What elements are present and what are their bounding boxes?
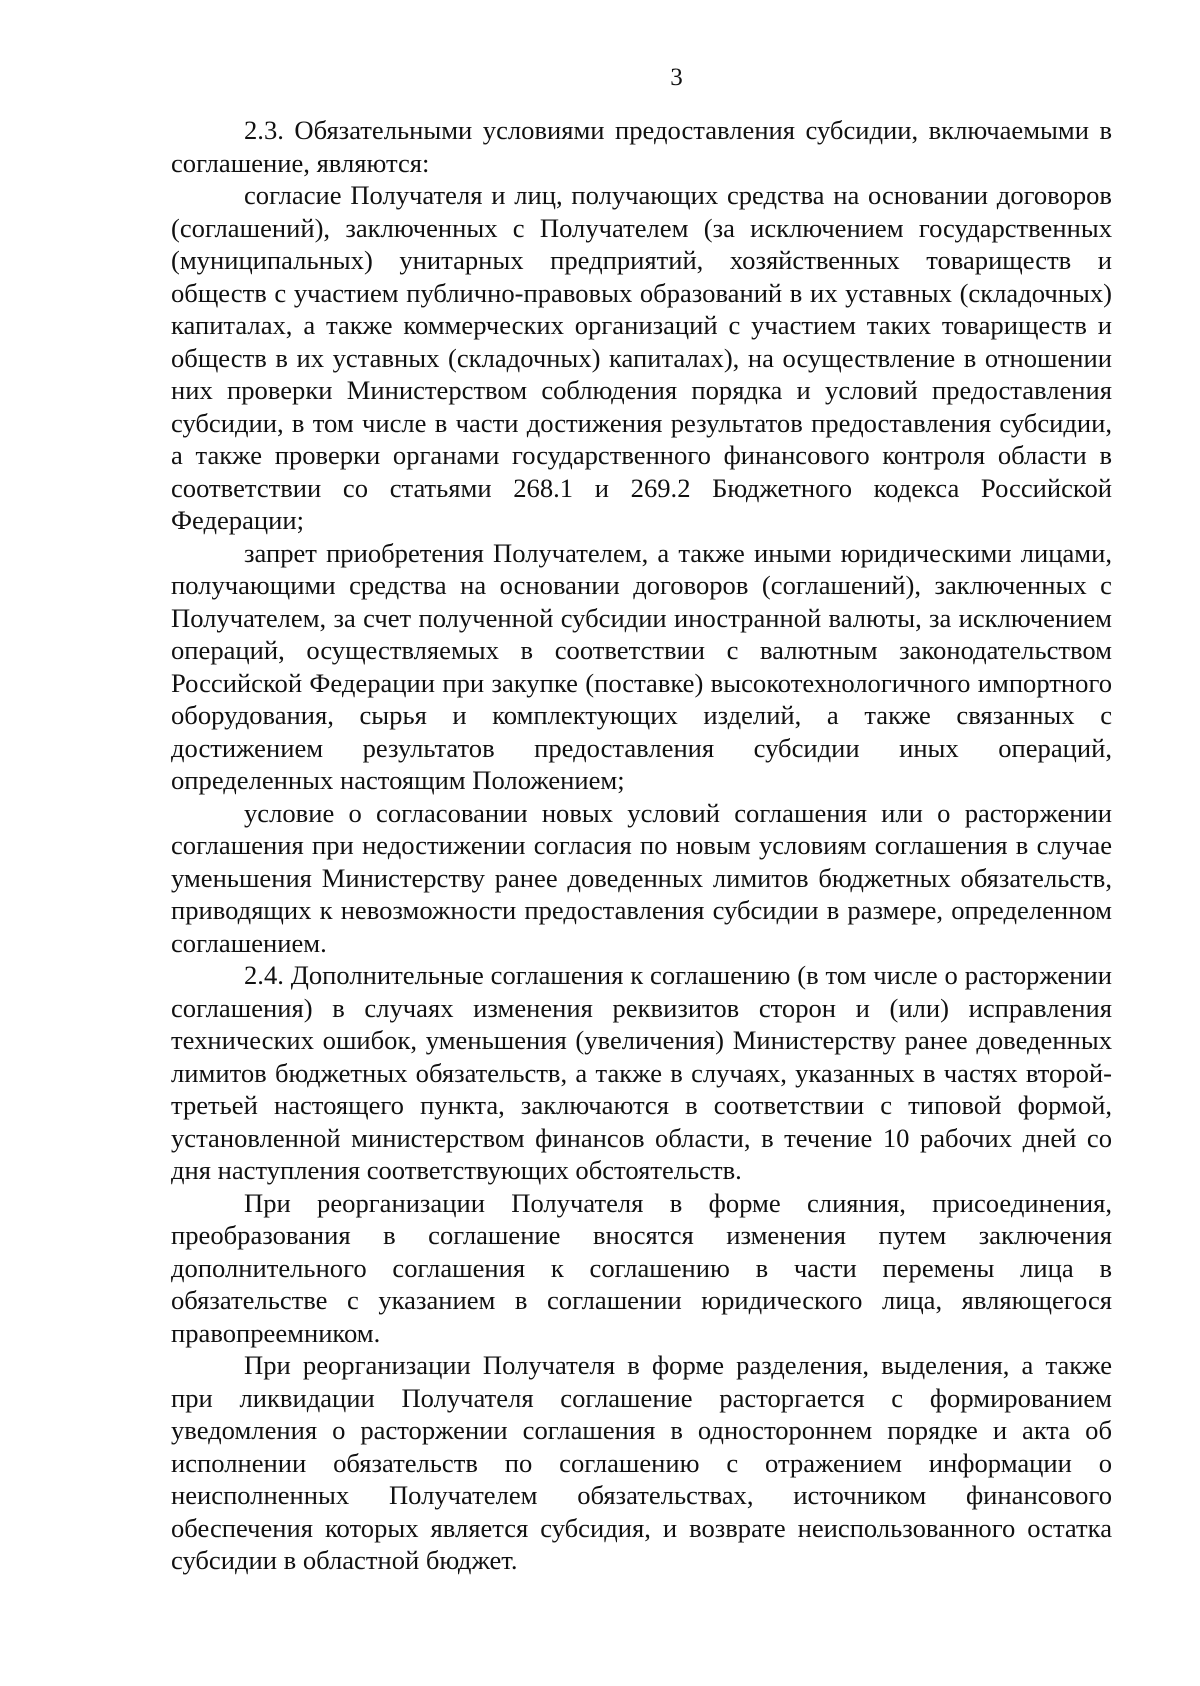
condition-foreign-currency-ban: запрет приобретения Получателем, а также иными юридическими лицами, получающими средства на основании договоров (соглашений), заключенных с Получателем, за счет полученной субсидии иностранной валюты, за исключением операций, осуществляемых в соответствии с валютным законодательством Российской Федерации при закупке (поставке) высокотехнологичного импортного оборудования, сырья и комплектующих изделий, а также связанных с достижением результатов предоставления субсидии иных операций, определенных настоящим Положением; [171, 537, 1112, 795]
page-number: 3 [670, 64, 683, 91]
document-body [171, 114, 1112, 1577]
clause-2-3-intro: 2.3. Обязательными условиями предоставления субсидии, включаемыми в соглашение, являются: [171, 115, 1112, 178]
condition-limit-reduction: условие о согласовании новых условий соглашения или о расторжении соглашения при недостижении согласия по новым условиям соглашения в случае уменьшения Министерству ранее доведенных лимитов бюджетных обязательств, приводящих к невозможности предоставления субсидии в размере, определенном соглашением. [171, 797, 1112, 958]
clause-2-4-additional-agreements: 2.4. Дополнительные соглашения к соглашению (в том числе о расторжении соглашения) в случаях изменения реквизитов сторон и (или) исправления технических ошибок, уменьшения (увеличения) Министерству ранее доведенных лимитов бюджетных обязательств, а также в случаях, указанных в частях второй-третьей настоящего пункта, заключаются в соответствии с типовой формой, установленной министерством финансов области, в течение 10 рабочих дней со дня наступления соответствующих обстоятельств. [171, 960, 1112, 1185]
reorganization-merger-paragraph: При реорганизации Получателя в форме слияния, присоединения, преобразования в соглашение вносятся изменения путем заключения дополнительного соглашения к соглашению в части перемены лица в обязательстве с указанием в соглашении юридического лица, являющегося правопреемником. [171, 1187, 1112, 1348]
condition-verification-consent: согласие Получателя и лиц, получающих средства на основании договоров (соглашений), заключенных с Получателем (за исключением государственных (муниципальных) унитарных предприятий, хозяйственных товариществ и обществ с участием публично-правовых образований в их уставных (складочных) капиталах, а также коммерческих организаций с участием таких товариществ и обществ в их уставных (складочных) капиталах), на осуществление в отношении них проверки Министерством соблюдения порядка и условий предоставления субсидии, в том числе в части достижения результатов предоставления субсидии, а также проверки органами государственного финансового контроля области в соответствии со статьями 268.1 и 269.2 Бюджетного кодекса Российской Федерации; [171, 180, 1112, 535]
reorganization-division-paragraph: При реорганизации Получателя в форме разделения, выделения, а также при ликвидации Получателя соглашение расторгается с формированием уведомления о расторжении соглашения в одностороннем порядке и акта об исполнении обязательств по соглашению с отражением информации о неисполненных Получателем обязательствах, источником финансового обеспечения которых является субсидия, и возврате неиспользованного остатка субсидии в областной бюджет. [171, 1350, 1112, 1575]
